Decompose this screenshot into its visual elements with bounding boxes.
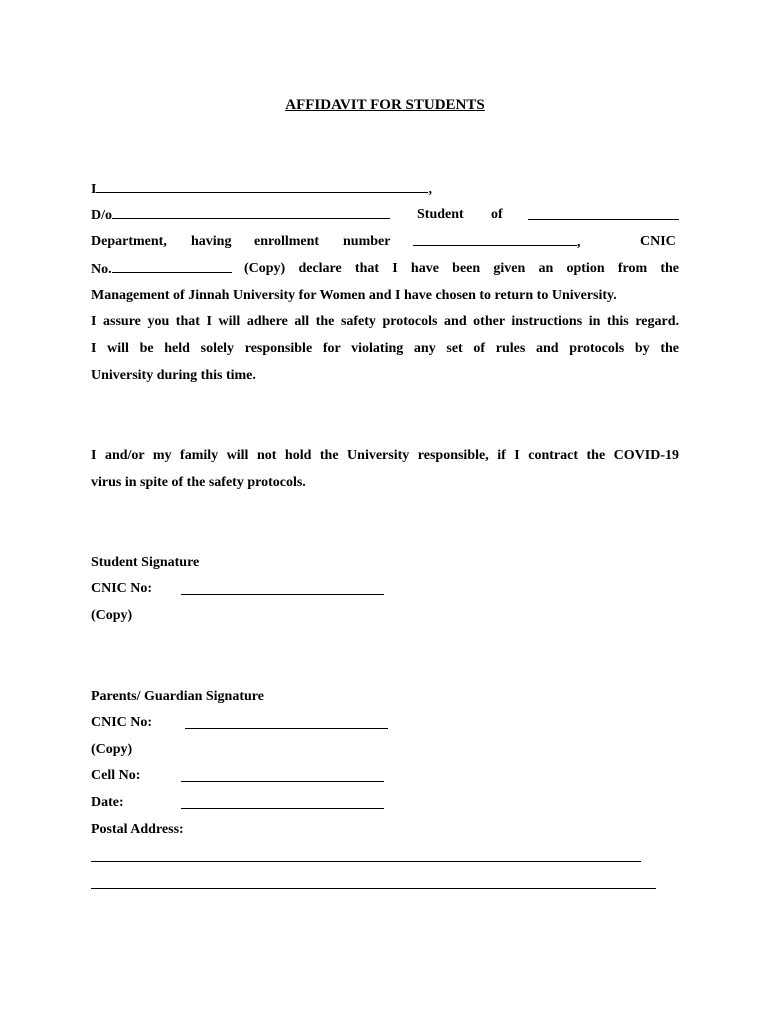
liability-line-1: I and/or my family will not hold the University responsible, if I contract the COVID-19 — [91, 448, 679, 463]
student-copy-label: (Copy) — [91, 608, 133, 623]
declaration-line-1 — [91, 180, 432, 199]
declaration-line-4: (Copy) declare that I have been given an option from the — [244, 261, 679, 276]
cnic-no-group — [91, 260, 232, 279]
enrollment-number-field[interactable] — [413, 233, 577, 246]
father-name-field[interactable] — [112, 206, 390, 219]
declaration-line-8: University during this time. — [91, 368, 256, 383]
no-label: No. — [91, 262, 112, 277]
declaration-line-7: I will be held solely responsible for violating any set of rules and protocols by the — [91, 341, 679, 356]
guardian-cnic-label: CNIC No: — [91, 715, 153, 730]
having-word: having — [191, 234, 232, 249]
student-cnic-label: CNIC No: — [91, 581, 153, 596]
number-word: number — [343, 234, 391, 249]
guardian-cnic-line[interactable] — [185, 728, 388, 729]
guardian-copy-label: (Copy) — [91, 742, 133, 757]
declaration-line-5: Management of Jinnah University for Women and I have chosen to return to University. — [91, 288, 617, 303]
guardian-date-label: Date: — [91, 795, 124, 810]
liability-line-2: virus in spite of the safety protocols. — [91, 475, 306, 490]
guardian-date-line[interactable] — [181, 808, 384, 809]
department-name-field[interactable] — [528, 219, 679, 220]
declaration-line-2-start — [91, 206, 390, 225]
student-cnic-line[interactable] — [181, 594, 384, 595]
guardian-signature-label: Parents/ Guardian Signature — [91, 689, 264, 704]
student-word: Student — [417, 207, 464, 222]
postal-address-line-1[interactable] — [91, 861, 641, 862]
comma: , — [428, 182, 432, 197]
of-word: of — [491, 207, 503, 222]
page-title: AFFIDAVIT FOR STUDENTS — [285, 97, 485, 113]
guardian-cell-label: Cell No: — [91, 768, 141, 783]
cnic-word: CNIC — [640, 234, 676, 249]
declaration-line-6: I assure you that I will adhere all the safety protocols and other instructions in this regard. — [91, 314, 679, 329]
student-name-field[interactable] — [96, 180, 428, 193]
student-signature-label: Student Signature — [91, 555, 200, 570]
daughter-of-label: D/o — [91, 208, 112, 223]
department-word: Department, — [91, 234, 167, 249]
postal-address-label: Postal Address: — [91, 822, 184, 837]
postal-address-line-2[interactable] — [91, 888, 656, 889]
guardian-cell-line[interactable] — [181, 781, 384, 782]
student-cnic-field[interactable] — [112, 260, 232, 273]
name-prefix: I — [91, 182, 97, 197]
enrollment-word: enrollment — [254, 234, 320, 249]
enrollment-number-group — [413, 233, 581, 252]
comma: , — [577, 235, 581, 250]
